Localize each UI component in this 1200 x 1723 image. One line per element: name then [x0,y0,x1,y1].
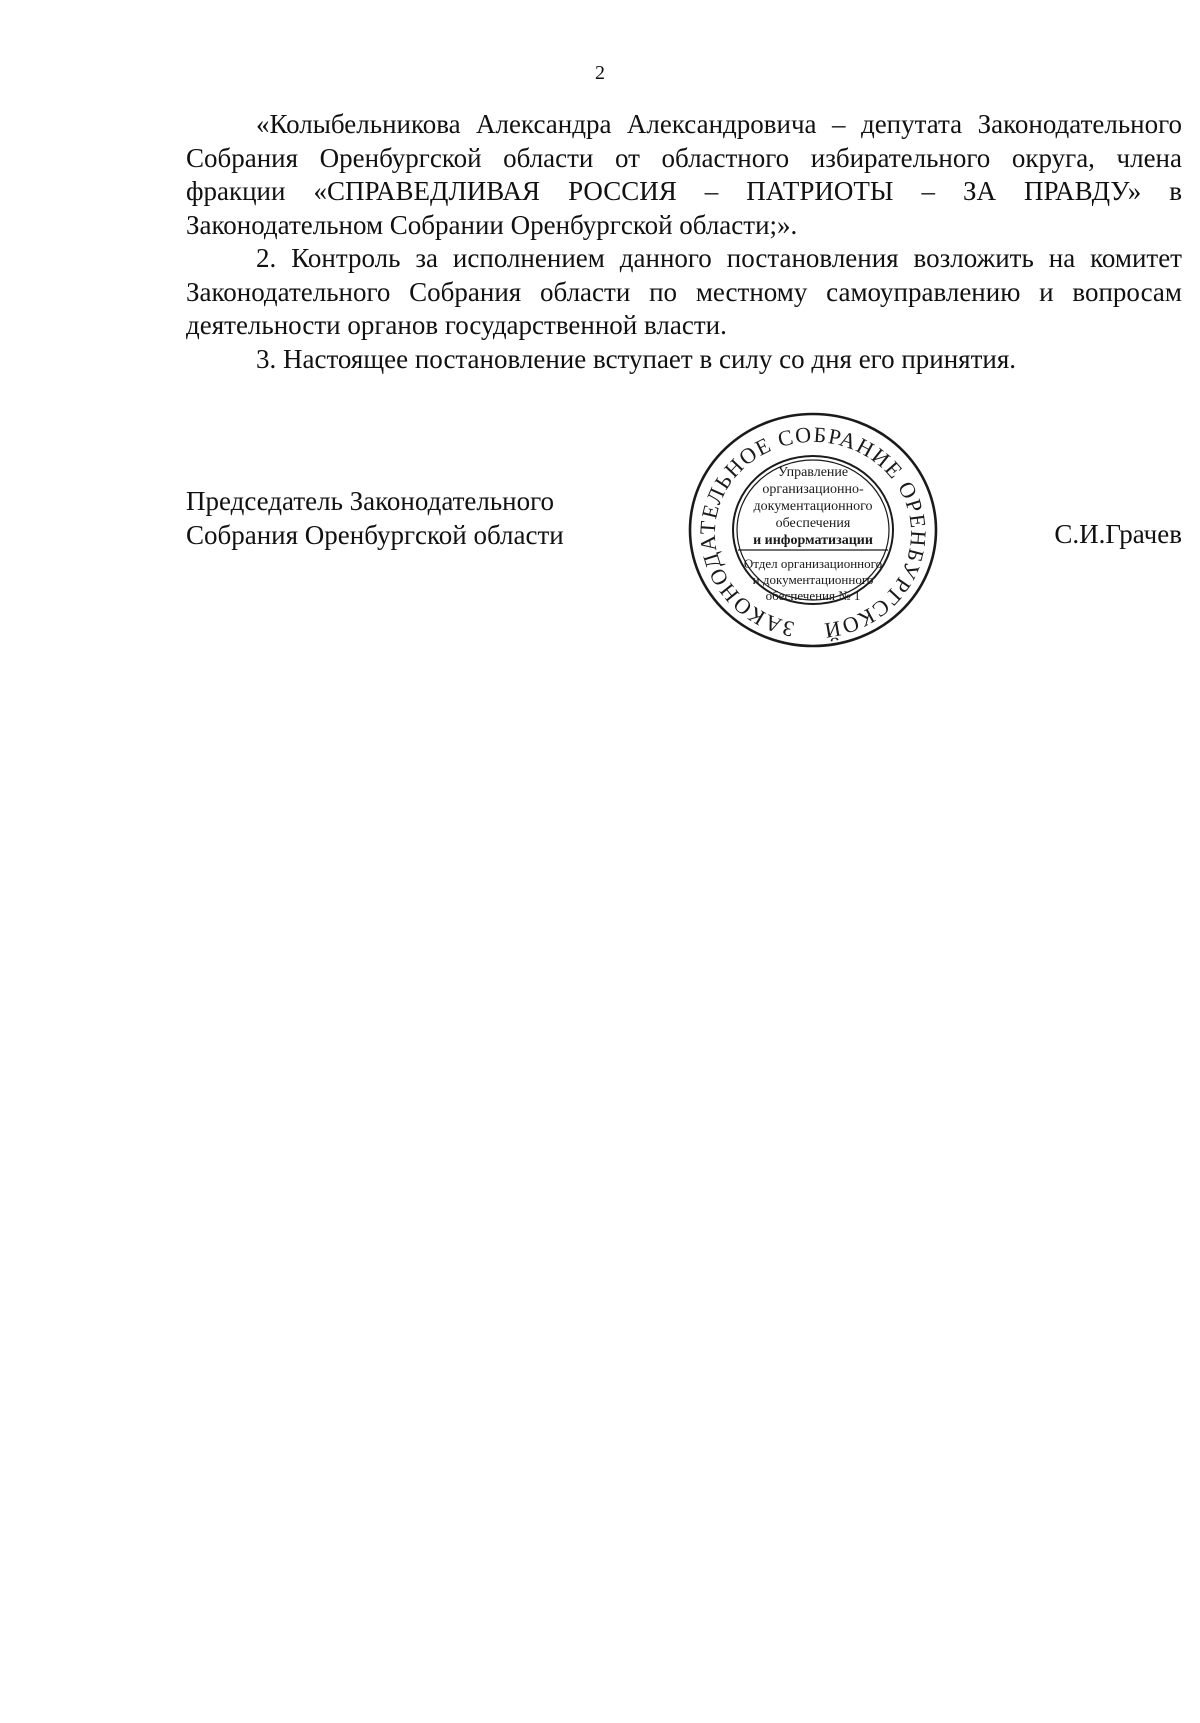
stamp-line-8: обеспечения № 1 [765,588,861,603]
paragraph-effective: 3. Настоящее постановление вступает в силу со дня его принятия. [256,343,1017,374]
stamp-line-3: документационного [753,499,873,514]
stamp-line-1: Управление [777,465,849,480]
stamp-line-7: и документационного [752,572,874,587]
page-number: 2 [595,62,605,84]
official-stamp [668,398,958,658]
stamp-line-2: организационно- [762,482,864,497]
stamp-line-5: и информатизации [753,533,873,548]
paragraph-deputy-entry: «Колыбельникова Александра Александровича – депутата Законодательного Собрания Оренбургской области от областного избирательного округа, члена фракции «СПРАВЕДЛИВАЯ РОССИЯ – ПАТРИОТЫ – ЗА ПРАВДУ» в Законодательном Собрании Оренбургской области;». [186,109,1182,240]
document-body [186,108,1182,376]
signatory-title-line-2: Собрания Оренбургской области [186,519,564,550]
paragraph-control: 2. Контроль за исполнением данного постановления возложить на комитет Законодательного Собрания области по местному самоуправлению и вопросам деятельности органов государственной власти. [186,243,1182,340]
stamp-line-4: обеспечения [775,516,851,531]
stamp-line-6: Отдел организационного [743,556,883,571]
signatory-name: С.И.Грачев [1054,519,1182,549]
stamp-ring-text: ЗАКОНОДАТЕЛЬНОЕ СОБРАНИЕ ОРЕНБУРГСКОЙ [694,421,932,644]
signatory-title-line-1: Председатель Законодательного [186,486,555,516]
stamp-graphic [668,398,958,658]
signature-block [186,485,564,552]
